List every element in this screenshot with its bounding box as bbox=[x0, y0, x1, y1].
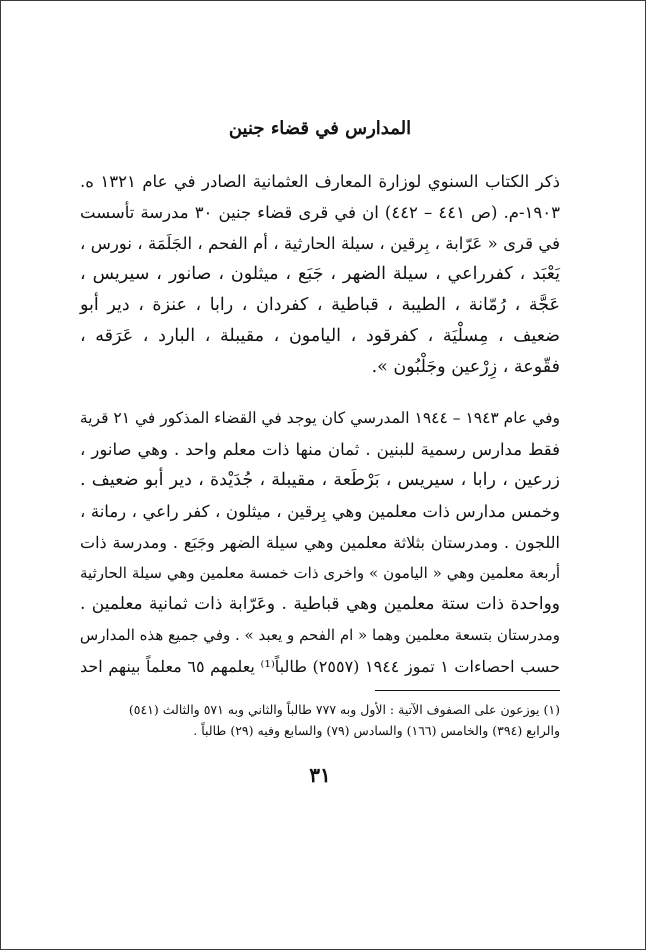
text-line: يَعْبَد ، كفرراعي ، سيلة الضهر ، جَبَع ، ميثلون ، صانور ، سيريس ، bbox=[80, 264, 560, 284]
footnote-line: والرابع (٣٩٤) والخامس (١٦٦) والسادس (٧٩) والسابع وفيه (٢٩) طالباً . bbox=[193, 723, 560, 738]
text-line: وفي عام ١٩٤٣ – ١٩٤٤ المدرسي كان يوجد في القضاء المذكور في ٢١ قرية bbox=[79, 409, 560, 427]
text-line: فقط مدارس رسمية للبنين . ثمان منها ذات معلم واحد . وهي صانور ، bbox=[80, 440, 560, 459]
text-line: ذكر الكتاب السنوي لوزارة المعارف العثمانية الصادر في عام ١٣٢١ ه. bbox=[80, 172, 560, 191]
text-line: وخمس مدارس ذات معلمين وهي بِرقين ، ميثلون ، كفر راعي ، رمانة ، bbox=[80, 502, 560, 521]
text-line: في قرى « عَرّابة ، بِرقين ، سيلة الحارثية ، أم الفحم ، الجَلَمَة ، نورس ، bbox=[80, 234, 560, 253]
document-page bbox=[80, 118, 560, 787]
text-line: وواحدة ذات ستة معلمين وهي قباطية . وعَرّابة ذات ثمانية معلمين . bbox=[80, 594, 560, 614]
footnote-separator bbox=[375, 690, 560, 691]
text-line: حسب احصاءات ١ تموز ١٩٤٤ (٢٥٥٧) طالباً⁽¹⁾ يعلمهم ٦٥ معلماً بينهم احد bbox=[80, 657, 561, 676]
page-number: ٣١ bbox=[309, 763, 331, 787]
text-line: ١٩٠٣-م. (ص ٤٤١ – ٤٤٢) ان في قرى قضاء جنين ٣٠ مدرسة تأسست bbox=[80, 203, 560, 222]
text-line: اللجون . ومدرستان بثلاثة معلمين وهي سيلة الضهر وجَبَع . ومدرسة ذات bbox=[80, 533, 560, 552]
paragraph-2 bbox=[80, 403, 560, 682]
text-line: ومدرستان بتسعة معلمين وهما « ام الفحم و يعبد » . وفي جميع هذه المدارس bbox=[79, 626, 560, 644]
footnote bbox=[80, 699, 560, 741]
footnote-line: (١) يوزعون على الصفوف الآتية : الأول وبه ٧٧٧ طالباً والثاني وبه ٥٧١ والثالث (٥٤١) bbox=[128, 702, 560, 717]
text-line: فقّوعة ، زِرْعين وجَلْبُون ». bbox=[371, 357, 560, 377]
text-line: أربعة معلمين وهي « اليامون » واخرى ذات خمسة معلمين وهي سيلة الحارثية bbox=[80, 564, 560, 582]
text-line: ضعيف ، مِسلْيَة ، كفرقود ، اليامون ، مقيبلة ، البارد ، عَرَقه ، bbox=[80, 326, 560, 346]
text-line: زرعين ، رابا ، سيريس ، بَرْطَعة ، مقيبلة ، جُدَيْدة ، دير أبو ضعيف . bbox=[80, 470, 560, 490]
paragraph-1 bbox=[80, 166, 560, 383]
page-title: المدارس في قضاء جنين bbox=[228, 118, 412, 139]
text-line: عَجَّة ، رُمّانة ، الطيبة ، قباطية ، كفردان ، رابا ، عنزة ، دير أبو bbox=[80, 295, 560, 315]
